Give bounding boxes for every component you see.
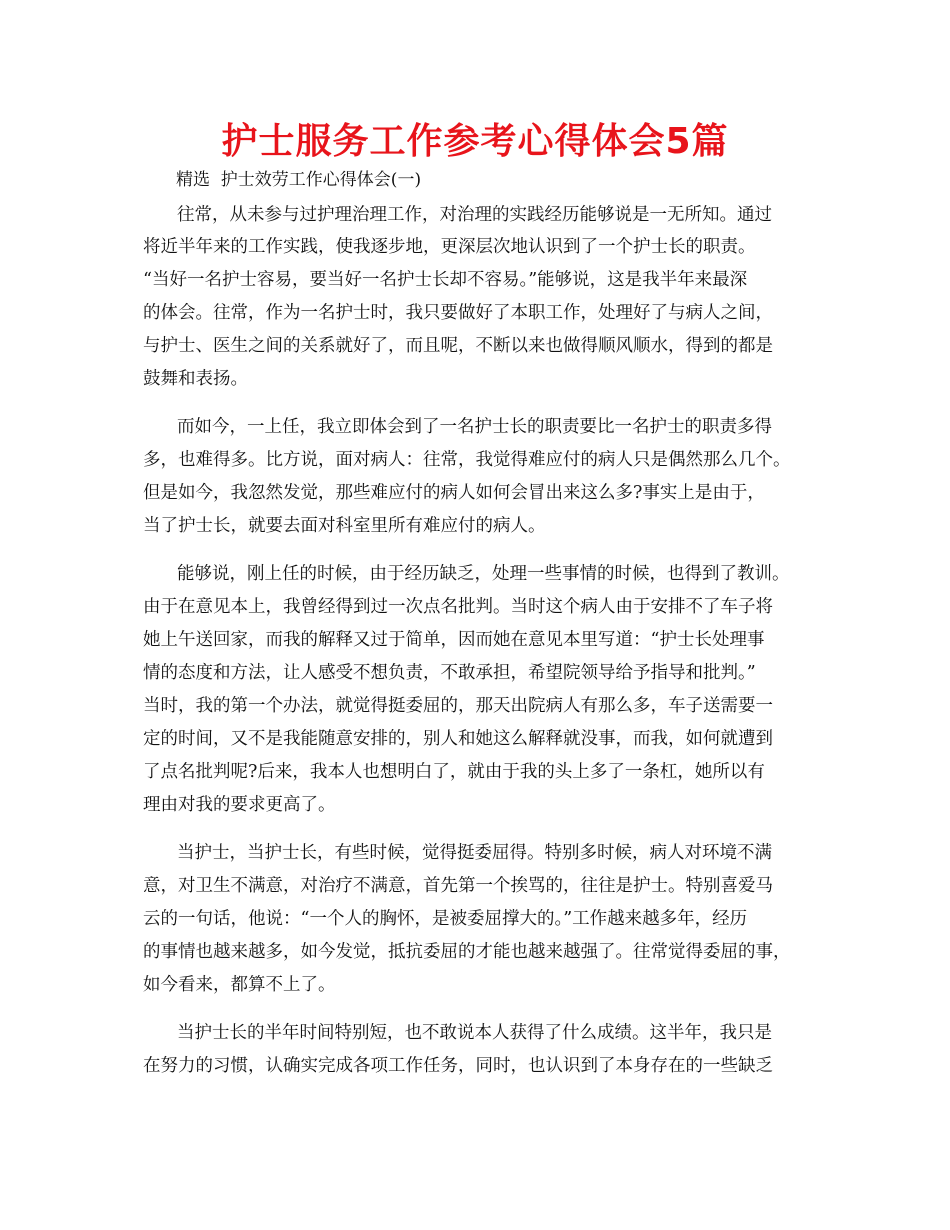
text-line: 定的时间，又不是我能随意安排的，别人和她这么解释就没事，而我，如何就遭到	[143, 729, 773, 749]
text-line: 但是如今，我忽然发觉，那些难应付的病人如何会冒出来这么多?事实上是由于，	[143, 483, 765, 503]
text-line: 将近半年来的工作实践，使我逐步地，更深层次地认识到了一个护士长的职责。	[143, 237, 756, 257]
text-line: 在努力的习惯，认确实完成各项工作任务，同时，也认识到了本身存在的一些缺乏	[143, 1056, 773, 1076]
text-line: 而如今，一上任，我立即体会到了一名护士长的职责要比一名护士的职责多得	[177, 417, 772, 437]
text-line: 意，对卫生不满意，对治疗不满意，首先第一个挨骂的，往往是护士。特别喜爱马	[143, 876, 773, 896]
text-line: 与护士、医生之间的关系就好了，而且呢，不断以来也做得顺风顺水，得到的都是	[143, 336, 773, 356]
text-line: 云的一句话，他说：“一个人的胸怀，是被委屈撑大的。”工作越来越多年，经历	[143, 909, 748, 929]
text-line: 多，也难得多。比方说，面对病人：往常，我觉得难应付的病人只是偶然那么几个。	[143, 450, 791, 470]
text-line: 了点名批判呢?后来，我本人也想明白了，就由于我的头上多了一条杠，她所以有	[143, 762, 765, 782]
text-line: 情的态度和方法，让人感受不想负责，不敢承担，希望院领导给予指导和批判。”	[143, 663, 756, 683]
text-line: 往常，从未参与过护理治理工作，对治理的实践经历能够说是一无所知。通过	[177, 205, 772, 225]
document-subtitle: 精选 护士效劳工作心得体会(一)	[176, 170, 422, 190]
text-line: 理由对我的要求更高了。	[143, 795, 336, 815]
text-line: 如今看来，都算不上了。	[143, 975, 336, 995]
text-line: 能够说，刚上任的时候，由于经历缺乏，处理一些事情的时候，也得到了教训。	[177, 564, 790, 584]
text-line: 由于在意见本上，我曾经得到过一次点名批判。当时这个病人由于安排不了车子将	[143, 597, 773, 617]
text-line: “当好一名护士容易，要当好一名护士长却不容易。”能够说，这是我半年来最深	[143, 270, 748, 290]
text-line: 当护士长的半年时间特别短，也不敢说本人获得了什么成绩。这半年，我只是	[177, 1023, 772, 1043]
text-line: 的体会。往常，作为一名护士时，我只要做好了本职工作，处理好了与病人之间，	[143, 303, 773, 323]
text-line: 当时，我的第一个办法，就觉得挺委屈的，那天出院病人有那么多，车子送需要一	[143, 696, 773, 716]
text-line: 当了护士长，就要去面对科室里所有难应付的病人。	[143, 516, 546, 536]
text-line: 鼓舞和表扬。	[143, 369, 248, 389]
text-line: 她上午送回家，而我的解释又过于简单，因而她在意见本里写道：“护士长处理事	[143, 630, 765, 650]
text-line: 当护士，当护士长，有些时候，觉得挺委屈得。特别多时候，病人对环境不满	[177, 843, 772, 863]
document-title: 护士服务工作参考心得体会5篇	[221, 121, 729, 162]
text-line: 的事情也越来越多，如今发觉，抵抗委屈的才能也越来越强了。往常觉得委屈的事，	[143, 942, 791, 962]
